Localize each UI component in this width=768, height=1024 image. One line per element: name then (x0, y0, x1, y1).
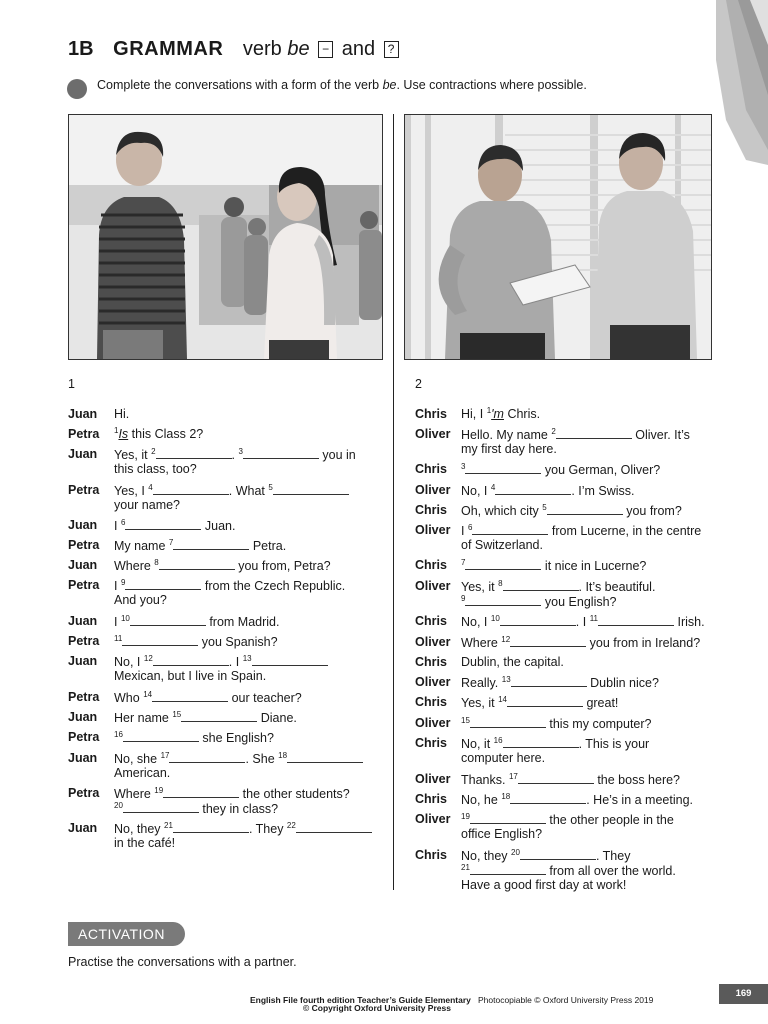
speaker-name: Oliver (415, 427, 451, 441)
example-answer: 'm (491, 407, 504, 421)
footer-book-title: English File fourth edition Teacher’s Guide Elementary (250, 995, 471, 1005)
question-number: 10 (120, 613, 130, 623)
answer-blank[interactable] (173, 538, 249, 550)
speaker-name: Juan (68, 614, 98, 628)
conversation-1-number: 1 (68, 377, 75, 391)
dialogue-line: My name $^7$ Petra. (114, 537, 287, 553)
question-box-icon: ? (384, 41, 399, 58)
dialogue-line: I $^6$ from Lucerne, in the centre (461, 522, 702, 538)
page-number: 169 (719, 984, 768, 1004)
question-number: 14 (143, 689, 153, 699)
dialogue-line: Yes, it $^8$ . It’s beautiful. (461, 578, 656, 594)
question-number: 2 (151, 446, 156, 456)
dialogue-line: No, I $^{10}$ . I $^{11}$ Irish. (461, 613, 705, 629)
dialogue-line: I $^{10}$ from Madrid. (114, 613, 280, 629)
column-divider (393, 114, 394, 890)
photo-students-talking (68, 114, 383, 360)
dialogue-line-continued: your name? (114, 498, 181, 512)
speaker-name: Juan (68, 518, 98, 532)
dialogue-line: Hi. (114, 407, 130, 421)
question-number: 19 (154, 785, 164, 795)
title-be: be (287, 38, 310, 60)
question-number: 18 (501, 791, 511, 801)
speaker-name: Oliver (415, 812, 451, 826)
speaker-name: Oliver (415, 675, 451, 689)
dialogue-line: $^7$ it nice in Lucerne? (461, 557, 647, 573)
answer-blank[interactable] (556, 427, 632, 439)
answer-blank[interactable] (470, 863, 546, 875)
answer-blank[interactable] (153, 483, 229, 495)
answer-blank[interactable] (152, 690, 228, 702)
dialogue-line-continued: of Switzerland. (461, 538, 543, 552)
dialogue-line-continued: Mexican, but I live in Spain. (114, 669, 267, 683)
dialogue-line: Yes, it $^2$ . $^3$ you in (114, 446, 356, 462)
answer-blank[interactable] (472, 523, 548, 535)
answer-blank[interactable] (510, 792, 586, 804)
question-number: 9 (120, 577, 126, 587)
question-number: 1 (114, 425, 119, 435)
answer-blank[interactable] (296, 821, 372, 833)
dialogue-line: No, she $^{17}$ . She $^{18}$ (114, 751, 363, 767)
question-number: 16 (114, 729, 123, 739)
dialogue-line: Oh, which city $^5$ you from? (461, 502, 682, 518)
activation-text: Practise the conversations with a partner. (68, 955, 297, 969)
dialogue-line-continued: $^{21}$ from all over the world. (461, 862, 676, 878)
speaker-name: Chris (415, 736, 447, 750)
question-number: 6 (120, 517, 126, 527)
speaker-name: Juan (68, 407, 98, 421)
question-number: 13 (242, 653, 252, 663)
dialogue-line-continued: American. (114, 766, 171, 780)
dialogue-line: Her name $^{15}$ Diane. (114, 709, 297, 725)
dialogue-line-continued: Have a good first day at work! (461, 878, 627, 892)
dialogue-line: Really. $^{13}$ Dublin nice? (461, 674, 659, 690)
speaker-name: Oliver (415, 579, 451, 593)
question-number: 21 (164, 820, 173, 830)
question-number: 8 (154, 557, 159, 567)
answer-blank[interactable] (243, 447, 319, 459)
answer-blank[interactable] (511, 675, 587, 687)
question-number: 1 (486, 405, 492, 415)
answer-blank[interactable] (273, 483, 349, 495)
question-number: 15 (461, 715, 470, 725)
question-number: 19 (461, 811, 470, 821)
dialogue-line: No, he $^{18}$ . He’s in a meeting. (461, 791, 693, 807)
question-number: 6 (467, 522, 473, 532)
dialogue-line-continued: in the café! (114, 836, 176, 850)
page-title (68, 38, 402, 61)
question-number: 21 (461, 862, 470, 872)
dialogue-line-continued: my first day here. (461, 442, 557, 456)
dialogue-line: Hello. My name $^2$ Oliver. It’s (461, 426, 690, 442)
question-number: 11 (114, 633, 123, 643)
speaker-name: Petra (68, 634, 100, 648)
dialogue-line: I $^6$ Juan. (114, 517, 236, 533)
answer-blank[interactable] (465, 558, 541, 570)
speaker-name: Chris (415, 558, 447, 572)
answer-blank[interactable] (287, 751, 363, 763)
question-number: 14 (498, 694, 507, 704)
question-number: 5 (542, 502, 547, 512)
title-verb: verb (242, 38, 282, 60)
question-number: 10 (490, 613, 500, 623)
speaker-name: Chris (415, 848, 447, 862)
answer-blank[interactable] (156, 447, 232, 459)
speaker-name: Petra (68, 427, 100, 441)
answer-blank[interactable] (123, 730, 199, 742)
answer-blank[interactable] (125, 518, 201, 530)
activation-label: ACTIVATION (68, 922, 185, 946)
speaker-name: Juan (68, 558, 98, 572)
speaker-name: Chris (415, 792, 447, 806)
footer-photocopiable: Photocopiable © Oxford University Press 2019 (477, 995, 654, 1005)
dialogue-line-continued: $^9$ you English? (461, 593, 617, 609)
speaker-name: Oliver (415, 523, 451, 537)
dialogue-line-continued: this class, too? (114, 462, 197, 476)
question-number: 4 (490, 482, 496, 492)
footer-copyright: © Copyright Oxford University Press (303, 1003, 451, 1013)
question-number: 18 (278, 750, 288, 760)
question-number: 12 (501, 634, 511, 644)
answer-blank[interactable] (153, 654, 229, 666)
answer-blank[interactable] (252, 654, 328, 666)
answer-blank[interactable] (173, 821, 249, 833)
speaker-name: Petra (68, 690, 100, 704)
dialogue-line: Where $^8$ you from, Petra? (114, 557, 331, 573)
dialogue-line: Where $^{19}$ the other students? (114, 785, 350, 801)
speaker-name: Chris (415, 655, 447, 669)
answer-blank[interactable] (181, 710, 257, 722)
speaker-name: Oliver (415, 772, 451, 786)
corner-decoration (716, 0, 768, 165)
answer-blank[interactable] (123, 801, 199, 813)
question-number: 22 (286, 820, 296, 830)
question-number: 12 (143, 653, 153, 663)
speaker-name: Chris (415, 503, 447, 517)
dialogue-line: No, they $^{20}$ . They (461, 847, 631, 863)
answer-blank[interactable] (510, 635, 586, 647)
question-number: 17 (508, 771, 518, 781)
dialogue-line: No, I $^4$ . I’m Swiss. (461, 482, 635, 498)
minus-box-icon: − (318, 41, 333, 58)
dialogue-line: Thanks. $^{17}$ the boss here? (461, 771, 681, 787)
speaker-name: Chris (415, 695, 447, 709)
answer-blank[interactable] (122, 634, 198, 646)
dialogue-line: $^{16}$ she English? (114, 729, 274, 745)
answer-blank[interactable] (500, 614, 576, 626)
conversation-2-number: 2 (415, 377, 422, 391)
speaker-name: Oliver (415, 635, 451, 649)
dialogue-line: Hi, I $^1$'m Chris. (461, 405, 541, 421)
answer-blank[interactable] (169, 751, 245, 763)
question-number: 11 (589, 613, 598, 623)
instruction-bullet-icon (67, 79, 87, 99)
question-number: 7 (461, 557, 466, 567)
dialogue-line: Dublin, the capital. (461, 655, 564, 669)
title-and: and (341, 38, 376, 60)
dialogue-line-continued: computer here. (461, 751, 546, 765)
question-number: 16 (493, 735, 503, 745)
answer-blank[interactable] (465, 594, 541, 606)
dialogue-line: $^1$Is this Class 2? (114, 425, 204, 441)
question-number: 9 (461, 593, 466, 603)
speaker-name: Juan (68, 447, 98, 461)
answer-blank[interactable] (503, 579, 579, 591)
answer-blank[interactable] (503, 736, 579, 748)
question-number: 8 (498, 578, 503, 588)
dialogue-line: No, they $^{21}$ . They $^{22}$ (114, 821, 372, 837)
example-answer: Is (118, 427, 129, 441)
speaker-name: Juan (68, 710, 98, 724)
question-number: 20 (511, 847, 520, 857)
speaker-name: Juan (68, 751, 98, 765)
speaker-name: Petra (68, 730, 100, 744)
dialogue-line: $^{15}$ this my computer? (461, 715, 652, 731)
question-number: 7 (168, 537, 174, 547)
instruction-text: Complete the conversations with a form of the verb be. Use contractions where possible. (97, 78, 587, 92)
answer-blank[interactable] (547, 503, 623, 515)
dialogue-line: $^3$ you German, Oliver? (461, 461, 661, 477)
speaker-name: Petra (68, 538, 100, 552)
speaker-name: Juan (68, 654, 98, 668)
question-number: 3 (461, 461, 466, 471)
question-number: 17 (160, 750, 170, 760)
dialogue-line: Who $^{14}$ our teacher? (114, 689, 302, 705)
speaker-name: Oliver (415, 716, 451, 730)
answer-blank[interactable] (159, 558, 235, 570)
dialogue-line-continued: $^{20}$ they in class? (114, 800, 279, 816)
dialogue-line: Yes, it $^{14}$ great! (461, 694, 619, 710)
dialogue-line-continued: And you? (114, 593, 167, 607)
speaker-name: Chris (415, 462, 447, 476)
answer-blank[interactable] (125, 578, 201, 590)
answer-blank[interactable] (163, 786, 239, 798)
question-number: 20 (114, 800, 123, 810)
answer-blank[interactable] (470, 716, 546, 728)
lesson-code: 1B (68, 38, 94, 60)
answer-blank[interactable] (507, 695, 583, 707)
photo-office-colleagues (404, 114, 712, 360)
speaker-name: Chris (415, 614, 447, 628)
question-number: 15 (172, 709, 182, 719)
question-number: 2 (551, 426, 556, 436)
dialogue-line: No, it $^{16}$ . This is your (461, 735, 650, 751)
dialogue-line: $^{11}$ you Spanish? (114, 633, 278, 649)
answer-blank[interactable] (520, 848, 596, 860)
answer-blank[interactable] (465, 462, 541, 474)
speaker-name: Petra (68, 578, 100, 592)
speaker-name: Chris (415, 407, 447, 421)
dialogue-line-continued: office English? (461, 827, 543, 841)
question-number: 5 (268, 482, 273, 492)
speaker-name: Petra (68, 786, 100, 800)
dialogue-line: No, I $^{12}$ . I $^{13}$ (114, 654, 328, 670)
dialogue-line: I $^9$ from the Czech Republic. (114, 577, 346, 593)
answer-blank[interactable] (518, 772, 594, 784)
speaker-name: Oliver (415, 483, 451, 497)
speaker-name: Juan (68, 821, 98, 835)
dialogue-line: Yes, I $^4$ . What $^5$ (114, 483, 349, 499)
question-number: 13 (501, 674, 511, 684)
question-number: 4 (148, 482, 153, 492)
answer-blank[interactable] (470, 812, 546, 824)
section-heading: GRAMMAR (113, 38, 224, 60)
answer-blank[interactable] (495, 483, 571, 495)
dialogue-line: $^{19}$ the other people in the (461, 811, 674, 827)
answer-blank[interactable] (130, 614, 206, 626)
dialogue-line: Where $^{12}$ you from in Ireland? (461, 634, 701, 650)
question-number: 3 (238, 446, 243, 456)
speaker-name: Petra (68, 483, 100, 497)
answer-blank[interactable] (598, 614, 674, 626)
